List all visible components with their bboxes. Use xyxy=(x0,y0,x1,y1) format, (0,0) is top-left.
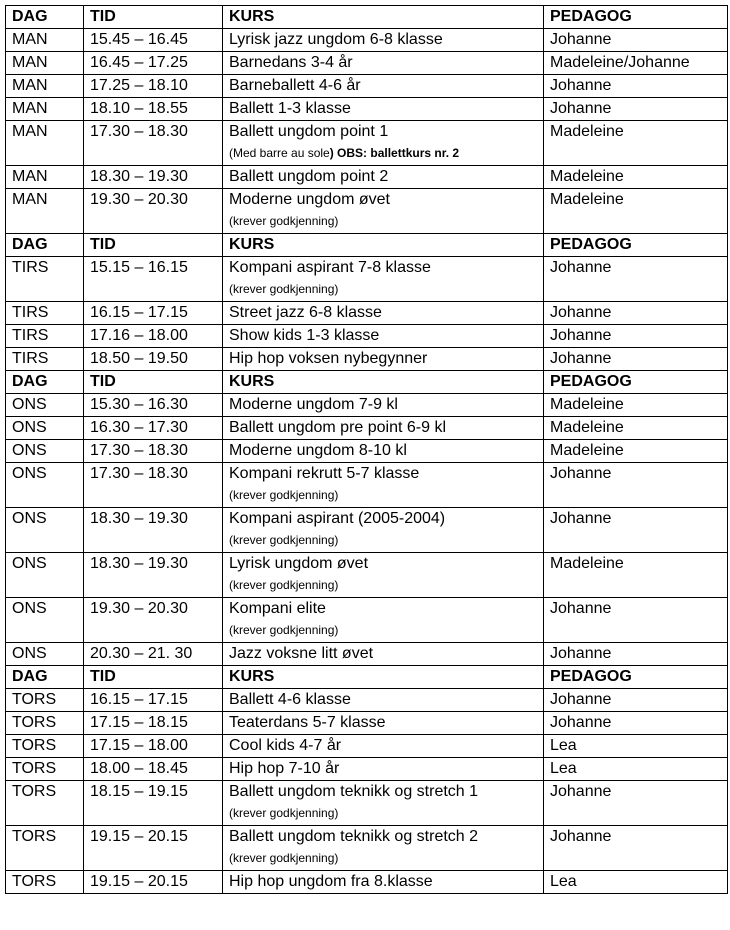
course-name: Show kids 1-3 klasse xyxy=(229,327,380,344)
table-row xyxy=(6,871,728,894)
header-row xyxy=(6,234,728,257)
time-cell: 19.15 – 20.15 xyxy=(84,826,223,871)
course-name: Moderne ungdom 7-9 kl xyxy=(229,396,398,413)
time-cell: 19.30 – 20.30 xyxy=(84,189,223,234)
teacher-cell: Johanne xyxy=(544,826,728,871)
teacher-cell: Madeleine xyxy=(544,394,728,417)
time-cell: 18.30 – 19.30 xyxy=(84,508,223,553)
course-name: Barneballett 4-6 år xyxy=(229,77,361,94)
header-cell-teacher: PEDAGOG xyxy=(544,666,728,689)
header-cell-time: TID xyxy=(84,6,223,29)
course-cell xyxy=(223,257,544,302)
day-cell: MAN xyxy=(6,166,84,189)
time-cell: 15.30 – 16.30 xyxy=(84,394,223,417)
teacher-cell: Madeleine xyxy=(544,121,728,166)
table-row xyxy=(6,781,728,826)
course-note-text: (krever godkjenning) xyxy=(229,488,339,502)
course-name: Ballett ungdom point 1 xyxy=(229,123,389,140)
teacher-cell: Johanne xyxy=(544,712,728,735)
course-name: Kompani elite xyxy=(229,600,326,617)
teacher-cell: Johanne xyxy=(544,643,728,666)
day-cell: ONS xyxy=(6,598,84,643)
day-cell: TIRS xyxy=(6,325,84,348)
header-cell-time: TID xyxy=(84,234,223,257)
table-row xyxy=(6,325,728,348)
time-cell: 18.15 – 19.15 xyxy=(84,781,223,826)
course-name: Lyrisk jazz ungdom 6-8 klasse xyxy=(229,31,443,48)
course-cell xyxy=(223,758,544,781)
time-cell: 18.10 – 18.55 xyxy=(84,98,223,121)
course-name: Cool kids 4-7 år xyxy=(229,737,342,754)
course-cell xyxy=(223,643,544,666)
course-cell xyxy=(223,735,544,758)
table-row xyxy=(6,712,728,735)
course-cell xyxy=(223,463,544,508)
header-row xyxy=(6,6,728,29)
time-cell: 18.30 – 19.30 xyxy=(84,553,223,598)
header-cell-course: KURS xyxy=(223,6,544,29)
header-row xyxy=(6,666,728,689)
course-note-text: (krever godkjenning) xyxy=(229,578,339,592)
day-cell: ONS xyxy=(6,643,84,666)
day-cell: ONS xyxy=(6,508,84,553)
course-cell xyxy=(223,98,544,121)
time-cell: 18.00 – 18.45 xyxy=(84,758,223,781)
day-cell: TIRS xyxy=(6,302,84,325)
course-note xyxy=(229,804,539,822)
course-name: Kompani rekrutt 5-7 klasse xyxy=(229,465,420,482)
day-cell: TIRS xyxy=(6,348,84,371)
time-cell: 15.15 – 16.15 xyxy=(84,257,223,302)
teacher-cell: Madeleine xyxy=(544,417,728,440)
table-row xyxy=(6,121,728,166)
course-note xyxy=(229,576,539,594)
course-note xyxy=(229,621,539,639)
table-row xyxy=(6,643,728,666)
day-cell: ONS xyxy=(6,463,84,508)
course-note xyxy=(229,486,539,504)
course-cell xyxy=(223,417,544,440)
course-note-text: (Med barre au sole xyxy=(229,146,330,160)
course-name: Teaterdans 5-7 klasse xyxy=(229,714,386,731)
table-row xyxy=(6,463,728,508)
table-row xyxy=(6,826,728,871)
course-cell xyxy=(223,121,544,166)
teacher-cell: Johanne xyxy=(544,257,728,302)
course-cell xyxy=(223,508,544,553)
time-cell: 16.45 – 17.25 xyxy=(84,52,223,75)
schedule-body xyxy=(6,6,728,894)
course-cell xyxy=(223,712,544,735)
table-row xyxy=(6,257,728,302)
teacher-cell: Lea xyxy=(544,871,728,894)
header-cell-day: DAG xyxy=(6,666,84,689)
course-name: Street jazz 6-8 klasse xyxy=(229,304,382,321)
time-cell: 15.45 – 16.45 xyxy=(84,29,223,52)
course-name: Ballett ungdom teknikk og stretch 2 xyxy=(229,828,479,845)
time-cell: 17.15 – 18.15 xyxy=(84,712,223,735)
course-cell xyxy=(223,75,544,98)
course-name: Kompani aspirant 7-8 klasse xyxy=(229,259,431,276)
header-cell-day: DAG xyxy=(6,234,84,257)
day-cell: MAN xyxy=(6,98,84,121)
course-cell xyxy=(223,553,544,598)
table-row xyxy=(6,598,728,643)
course-cell xyxy=(223,826,544,871)
course-cell xyxy=(223,781,544,826)
header-cell-time: TID xyxy=(84,666,223,689)
course-cell xyxy=(223,302,544,325)
teacher-cell: Johanne xyxy=(544,29,728,52)
course-name: Moderne ungdom øvet xyxy=(229,191,390,208)
table-row xyxy=(6,553,728,598)
day-cell: MAN xyxy=(6,189,84,234)
teacher-cell: Madeleine xyxy=(544,189,728,234)
course-name: Ballett 1-3 klasse xyxy=(229,100,351,117)
time-cell: 18.30 – 19.30 xyxy=(84,166,223,189)
time-cell: 17.25 – 18.10 xyxy=(84,75,223,98)
header-cell-course: KURS xyxy=(223,371,544,394)
course-name: Ballett ungdom pre point 6-9 kl xyxy=(229,419,447,436)
header-cell-day: DAG xyxy=(6,371,84,394)
course-note-text: (krever godkjenning) xyxy=(229,851,339,865)
course-name: Jazz voksne litt øvet xyxy=(229,645,374,662)
time-cell: 17.30 – 18.30 xyxy=(84,121,223,166)
teacher-cell: Johanne xyxy=(544,508,728,553)
course-cell xyxy=(223,52,544,75)
table-row xyxy=(6,735,728,758)
table-row xyxy=(6,52,728,75)
header-cell-teacher: PEDAGOG xyxy=(544,234,728,257)
course-note xyxy=(229,212,539,230)
time-cell: 19.15 – 20.15 xyxy=(84,871,223,894)
header-cell-teacher: PEDAGOG xyxy=(544,371,728,394)
day-cell: TORS xyxy=(6,735,84,758)
table-row xyxy=(6,689,728,712)
table-row xyxy=(6,508,728,553)
course-name: Kompani aspirant (2005-2004) xyxy=(229,510,446,527)
course-name: Ballett 4-6 klasse xyxy=(229,691,351,708)
teacher-cell: Johanne xyxy=(544,781,728,826)
day-cell: TORS xyxy=(6,826,84,871)
teacher-cell: Madeleine xyxy=(544,440,728,463)
day-cell: TORS xyxy=(6,871,84,894)
course-cell xyxy=(223,598,544,643)
course-cell xyxy=(223,348,544,371)
course-name: Ballett ungdom point 2 xyxy=(229,168,389,185)
schedule-table xyxy=(5,5,728,894)
course-cell xyxy=(223,325,544,348)
course-cell xyxy=(223,394,544,417)
course-note xyxy=(229,144,539,162)
course-name: Lyrisk ungdom øvet xyxy=(229,555,369,572)
time-cell: 16.30 – 17.30 xyxy=(84,417,223,440)
course-note-text: (krever godkjenning) xyxy=(229,623,339,637)
time-cell: 16.15 – 17.15 xyxy=(84,689,223,712)
course-note-bold: ) OBS: ballettkurs nr. 2 xyxy=(329,146,460,160)
day-cell: ONS xyxy=(6,417,84,440)
day-cell: TORS xyxy=(6,689,84,712)
table-row xyxy=(6,166,728,189)
day-cell: MAN xyxy=(6,75,84,98)
time-cell: 17.16 – 18.00 xyxy=(84,325,223,348)
day-cell: TORS xyxy=(6,781,84,826)
table-row xyxy=(6,440,728,463)
course-note-text: (krever godkjenning) xyxy=(229,806,339,820)
header-cell-course: KURS xyxy=(223,234,544,257)
course-cell xyxy=(223,689,544,712)
teacher-cell: Johanne xyxy=(544,98,728,121)
day-cell: ONS xyxy=(6,440,84,463)
course-note xyxy=(229,849,539,867)
day-cell: ONS xyxy=(6,553,84,598)
teacher-cell: Johanne xyxy=(544,598,728,643)
time-cell: 17.30 – 18.30 xyxy=(84,440,223,463)
teacher-cell: Madeleine xyxy=(544,553,728,598)
course-cell xyxy=(223,440,544,463)
day-cell: TORS xyxy=(6,758,84,781)
day-cell: TIRS xyxy=(6,257,84,302)
table-row xyxy=(6,348,728,371)
course-name: Moderne ungdom 8-10 kl xyxy=(229,442,407,459)
course-name: Hip hop 7-10 år xyxy=(229,760,340,777)
teacher-cell: Lea xyxy=(544,758,728,781)
table-row xyxy=(6,758,728,781)
time-cell: 16.15 – 17.15 xyxy=(84,302,223,325)
course-cell xyxy=(223,166,544,189)
day-cell: MAN xyxy=(6,29,84,52)
day-cell: TORS xyxy=(6,712,84,735)
day-cell: MAN xyxy=(6,52,84,75)
time-cell: 17.15 – 18.00 xyxy=(84,735,223,758)
teacher-cell: Madeleine xyxy=(544,166,728,189)
header-cell-course: KURS xyxy=(223,666,544,689)
table-row xyxy=(6,98,728,121)
course-note-text: (krever godkjenning) xyxy=(229,282,339,296)
time-cell: 20.30 – 21. 30 xyxy=(84,643,223,666)
course-cell xyxy=(223,29,544,52)
course-name: Barnedans 3-4 år xyxy=(229,54,353,71)
header-cell-time: TID xyxy=(84,371,223,394)
teacher-cell: Johanne xyxy=(544,689,728,712)
table-row xyxy=(6,394,728,417)
teacher-cell: Johanne xyxy=(544,302,728,325)
teacher-cell: Madeleine/Johanne xyxy=(544,52,728,75)
table-row xyxy=(6,417,728,440)
course-cell xyxy=(223,871,544,894)
day-cell: MAN xyxy=(6,121,84,166)
teacher-cell: Johanne xyxy=(544,463,728,508)
course-name: Hip hop ungdom fra 8.klasse xyxy=(229,873,433,890)
table-row xyxy=(6,189,728,234)
teacher-cell: Johanne xyxy=(544,325,728,348)
course-note xyxy=(229,531,539,549)
time-cell: 17.30 – 18.30 xyxy=(84,463,223,508)
header-cell-day: DAG xyxy=(6,6,84,29)
course-name: Ballett ungdom teknikk og stretch 1 xyxy=(229,783,479,800)
header-cell-teacher: PEDAGOG xyxy=(544,6,728,29)
table-row xyxy=(6,302,728,325)
course-cell xyxy=(223,189,544,234)
course-note-text: (krever godkjenning) xyxy=(229,214,339,228)
day-cell: ONS xyxy=(6,394,84,417)
time-cell: 18.50 – 19.50 xyxy=(84,348,223,371)
teacher-cell: Lea xyxy=(544,735,728,758)
table-row xyxy=(6,75,728,98)
course-note xyxy=(229,280,539,298)
course-note-text: (krever godkjenning) xyxy=(229,533,339,547)
teacher-cell: Johanne xyxy=(544,348,728,371)
course-name: Hip hop voksen nybegynner xyxy=(229,350,428,367)
table-row xyxy=(6,29,728,52)
time-cell: 19.30 – 20.30 xyxy=(84,598,223,643)
header-row xyxy=(6,371,728,394)
teacher-cell: Johanne xyxy=(544,75,728,98)
